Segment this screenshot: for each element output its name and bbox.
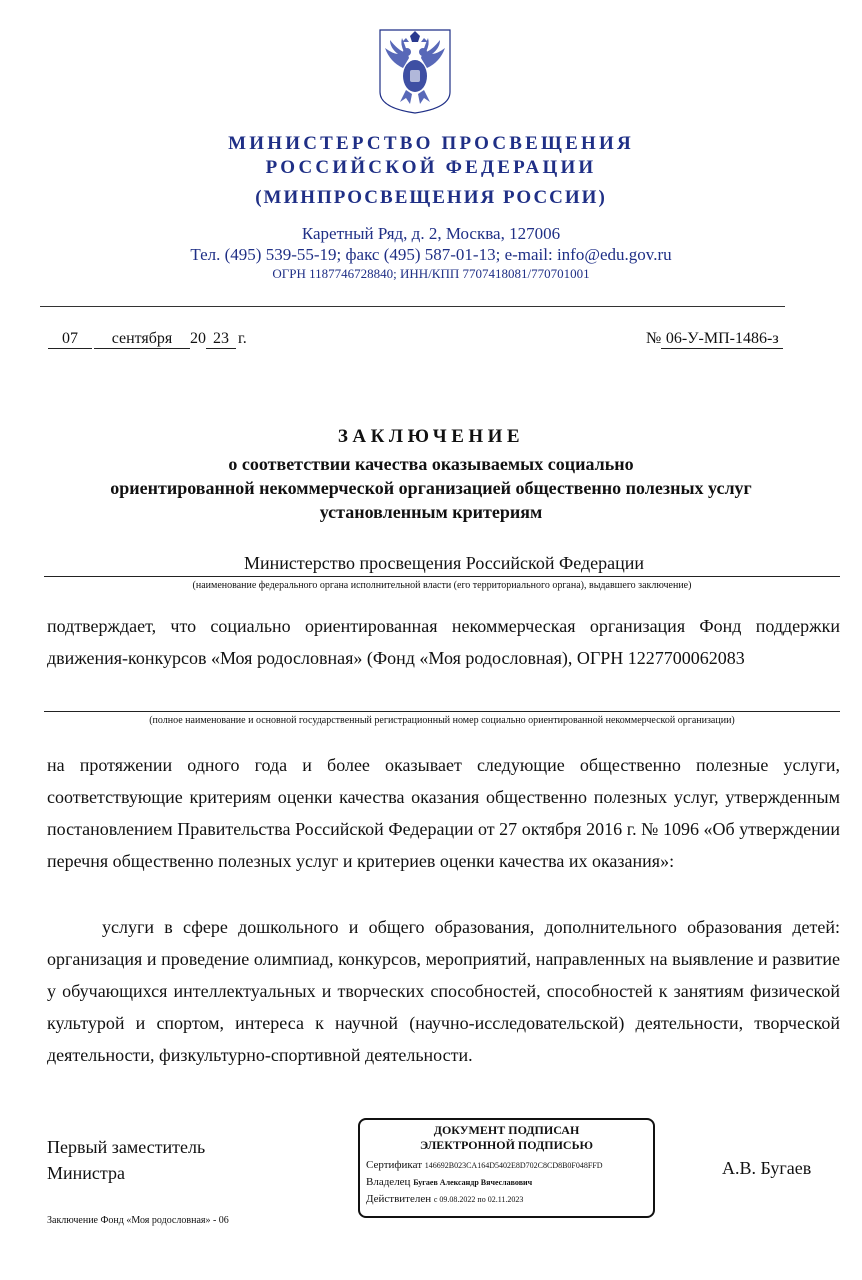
ministry-short-name: (МИНПРОСВЕЩЕНИЯ РОССИИ)	[255, 187, 607, 208]
footer-note: Заключение Фонд «Моя родословная» - 06	[47, 1215, 229, 1226]
signatory-position	[47, 1134, 205, 1186]
subtitle-line1: о соответствии качества оказываемых социально	[228, 454, 634, 474]
organization-caption: (полное наименование и основной государственный регистрационный номер социально ориентированной некоммерческой организации)	[149, 715, 735, 726]
signatory-position-line1: Первый заместитель	[47, 1137, 206, 1157]
stamp-certificate	[366, 1157, 647, 1174]
ministry-address: Каретный Ряд, д. 2, Москва, 127006	[301, 224, 561, 243]
stamp-validity-value: с 09.08.2022 по 02.11.2023	[433, 1195, 524, 1204]
stamp-certificate-label: Сертификат	[366, 1159, 422, 1171]
body-paragraph-2: услуги в сфере дошкольного и общего образования, дополнительного образования детей: организация и проведение олимпиад, конкурсов, мероприятий, направленных на выявление и развитие у обучающихся интеллектуальных и творческих способностей, способностей к занятиям физической культурой и спортом, интереса к научной (научно-исследовательской) деятельности, творческой деятельности, физкультурно-спортивной деятельности.	[47, 917, 840, 1065]
stamp-owner	[366, 1174, 647, 1191]
document-number	[646, 330, 783, 349]
document-date	[48, 330, 247, 349]
ministry-name-line1: МИНИСТЕРСТВО ПРОСВЕЩЕНИЯ	[228, 133, 634, 154]
issuer-underline	[44, 576, 840, 577]
stamp-owner-label: Владелец	[366, 1176, 411, 1188]
stamp-head-line2: ЭЛЕКТРОННОЙ ПОДПИСЬЮ	[419, 1138, 594, 1152]
document-subtitle	[0, 452, 862, 524]
header-divider	[40, 306, 785, 307]
double-headed-eagle-emblem-icon	[376, 28, 454, 114]
organization-underline	[44, 711, 840, 712]
body-paragraph-1: на протяжении одного года и более оказывает следующие общественно полезные услуги, соответствующие критериям оценки качества оказания общественно полезных услуг, утвержденным постановлением Правительства Российской Федерации от 27 октября 2016 г. № 1096 «Об утверждении перечня общественно полезных услуг и критериев оценки качества их оказания»:	[47, 755, 840, 871]
ministry-contacts: Тел. (495) 539-55-19; факс (495) 587-01-13; e-mail: info@edu.gov.ru	[190, 245, 672, 264]
stamp-certificate-value: 146692B023CA164D5402E8D702C8CD8B0F048FFD	[424, 1161, 603, 1170]
number-value: 06-У-МП-1486-з	[661, 330, 783, 349]
electronic-signature-stamp	[358, 1118, 655, 1218]
stamp-owner-value: Бугаев Александр Вячеславович	[413, 1178, 533, 1187]
signatory-name: А.В. Бугаев	[722, 1158, 812, 1178]
date-year-mark: г.	[238, 330, 247, 347]
stamp-head-line1: ДОКУМЕНТ ПОДПИСАН	[433, 1123, 580, 1137]
date-year-suffix: 23	[206, 330, 236, 349]
issuer-name: Министерство просвещения Российской Федерации	[243, 553, 645, 573]
subtitle-line2: ориентированной некоммерческой организацией общественно полезных услуг	[110, 478, 752, 498]
date-month: сентября	[94, 330, 190, 349]
stamp-validity-label: Действителен	[366, 1193, 432, 1205]
organization-text: подтверждает, что социально ориентированная некоммерческая организация Фонд поддержки движения-конкурсов «Моя родословная» (Фонд «Моя родословная), ОГРН 1227700062083	[47, 616, 840, 668]
number-sign: №	[646, 330, 662, 347]
issuer-caption: (наименование федерального органа исполнительной власти (его территориального органа), выдавшего заключение)	[192, 580, 692, 591]
stamp-validity	[366, 1191, 647, 1208]
date-year-prefix: 20	[190, 330, 206, 347]
ministry-registration: ОГРН 1187746728840; ИНН/КПП 7707418081/770701001	[272, 266, 590, 281]
ministry-name-line2: РОССИЙСКОЙ ФЕДЕРАЦИИ	[265, 157, 597, 178]
document-title: ЗАКЛЮЧЕНИЕ	[337, 426, 525, 447]
date-day: 07	[48, 330, 92, 349]
signatory-position-line2: Министра	[47, 1163, 125, 1183]
subtitle-line3: установленным критериям	[319, 502, 543, 522]
